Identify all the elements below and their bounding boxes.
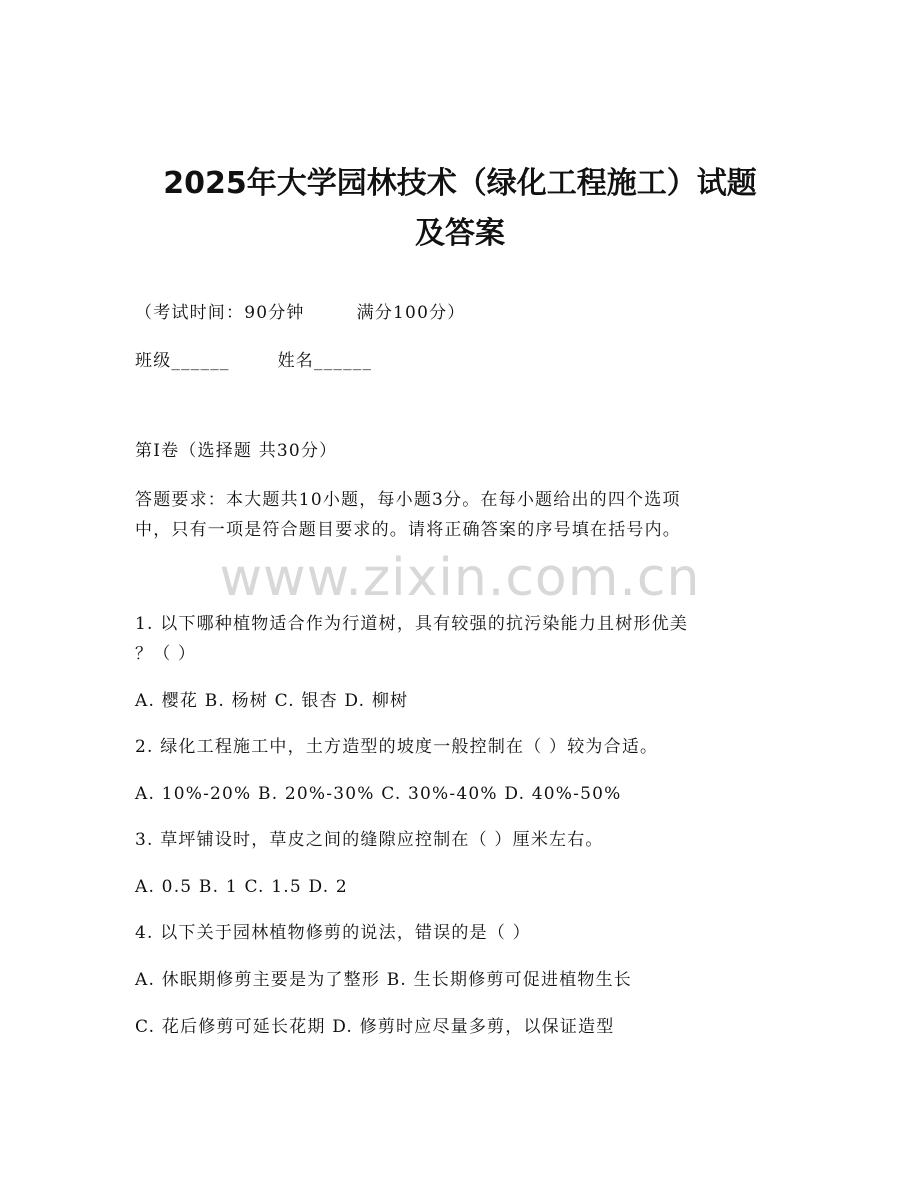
student-fields bbox=[135, 350, 372, 372]
name-field: 姓名______ bbox=[277, 351, 373, 371]
question-4-text: 4. 以下关于园林植物修剪的说法，错误的是（ ） bbox=[135, 923, 531, 943]
question-3-text: 3. 草坪铺设时，草皮之间的缝隙应控制在（ ）厘米左右。 bbox=[135, 830, 604, 850]
question-1-text-line-2: ？（ ） bbox=[135, 644, 197, 664]
full-score: 满分100分） bbox=[356, 303, 466, 323]
instructions-line-1: 答题要求：本大题共10小题，每小题3分。在每小题给出的四个选项 bbox=[135, 490, 681, 510]
question-1-text-line-1: 1. 以下哪种植物适合作为行道树，具有较强的抗污染能力且树形优美 bbox=[135, 614, 689, 634]
question-1-options: A. 樱花 B. 杨树 C. 银杏 D. 柳树 bbox=[135, 691, 409, 711]
exam-info bbox=[135, 302, 466, 324]
watermark: www.zixin.com.cn bbox=[219, 548, 701, 608]
document-title-line-1: 2025年大学园林技术（绿化工程施工）试题 bbox=[163, 166, 757, 201]
document-title-line-2: 及答案 bbox=[415, 216, 505, 251]
section-title: 第I卷（选择题 共30分） bbox=[135, 441, 338, 461]
class-field: 班级______ bbox=[135, 351, 230, 371]
question-4-options-line-1: A. 休眠期修剪主要是为了整形 B. 生长期修剪可促进植物生长 bbox=[135, 970, 632, 990]
question-4-options-line-2: C. 花后修剪可延长花期 D. 修剪时应尽量多剪，以保证造型 bbox=[135, 1017, 615, 1037]
instructions-line-2: 中，只有一项是符合题目要求的。请将正确答案的序号填在括号内。 bbox=[135, 520, 681, 540]
question-3-options: A. 0.5 B. 1 C. 1.5 D. 2 bbox=[135, 877, 348, 897]
exam-time: （考试时间：90分钟 bbox=[135, 303, 305, 323]
question-2-text: 2. 绿化工程施工中，土方造型的坡度一般控制在（ ）较为合适。 bbox=[135, 737, 659, 757]
question-2-options: A. 10%-20% B. 20%-30% C. 30%-40% D. 40%-50% bbox=[135, 784, 622, 804]
